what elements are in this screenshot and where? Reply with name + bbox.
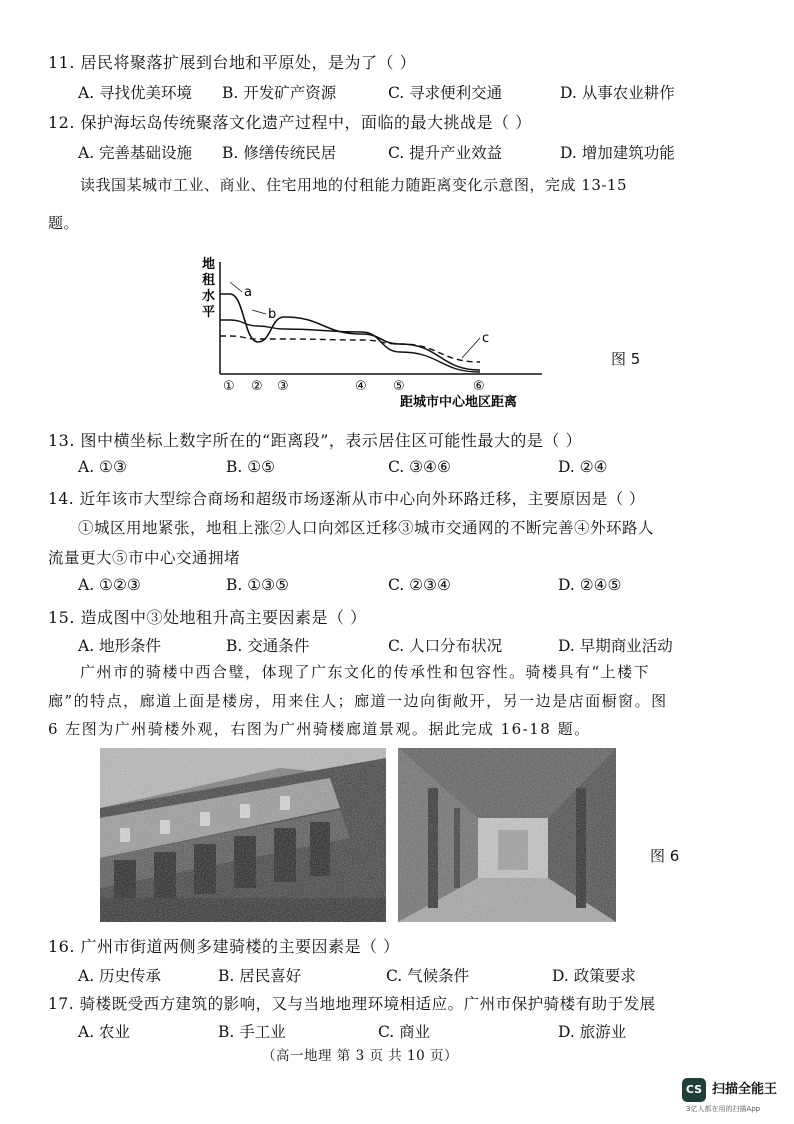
q13-option-c: C. ③④⑥: [388, 458, 451, 476]
q13-stem: 13. 图中横坐标上数字所在的“距离段”，表示居住区可能性最大的是（ ）: [48, 431, 582, 450]
intro-13-15-line2: 题。: [48, 214, 80, 232]
y-axis-label-char: 租: [202, 273, 216, 288]
q11-stem: 11. 居民将聚落扩展到台地和平原处，是为了（ ）: [48, 53, 417, 72]
q16-stem: 16. 广州市街道两侧多建骑楼的主要因素是（ ）: [48, 937, 400, 956]
q12-option-d: D. 增加建筑功能: [560, 144, 675, 162]
qilou-exterior-photo: [100, 748, 386, 922]
q17-stem: 17. 骑楼既受西方建筑的影响，又与当地地理环境相适应。广州市保护骑楼有助于发展: [48, 995, 656, 1013]
y-axis-label-char: 水: [202, 289, 216, 304]
q11-option-b: B. 开发矿产资源: [222, 84, 337, 102]
q16-option-b: B. 居民喜好: [218, 967, 302, 985]
q11-option-d: D. 从事农业耕作: [560, 84, 675, 102]
q13-option-d: D. ②④: [558, 458, 608, 476]
curve-b-label: b: [268, 307, 277, 322]
x-tick-label: ①: [223, 379, 235, 394]
x-tick-label: ③: [277, 379, 289, 394]
x-tick-label: ②: [251, 379, 263, 394]
q16-option-d: D. 政策要求: [552, 967, 636, 985]
q15-stem: 15. 造成图中③处地租升高主要因素是（ ）: [48, 608, 367, 627]
q12-option-a: A. 完善基础设施: [78, 144, 193, 162]
figure-6-label: 图 6: [650, 847, 680, 865]
q14-statements-line2: 流量更大⑤市中心交通拥堵: [48, 549, 241, 567]
camscanner-logo-icon: CS: [682, 1078, 706, 1102]
series-b-line: [220, 320, 480, 372]
q14-option-d: D. ②④⑤: [558, 576, 622, 594]
intro-13-15-line1: 读我国某城市工业、商业、住宅用地的付租能力随距离变化示意图，完成 13-15: [80, 176, 628, 194]
q12-option-b: B. 修缮传统民居: [222, 144, 337, 162]
q16-option-a: A. 历史传承: [78, 967, 162, 985]
camscanner-tagline: 3亿人都在用的扫描App: [686, 1105, 761, 1113]
q17-option-d: D. 旅游业: [558, 1023, 627, 1041]
q11-option-c: C. 寻求便利交通: [388, 84, 503, 102]
intro-16-18-line2: 廊”的特点，廊道上面是楼房，用来住人；廊道一边向街敞开，另一边是店面橱窗。图: [48, 692, 668, 710]
y-axis-label: [202, 256, 216, 320]
y-axis-label-char: 平: [202, 305, 216, 320]
q17-option-a: A. 农业: [78, 1023, 131, 1041]
q12-stem: 12. 保护海坛岛传统聚落文化遗产过程中，面临的最大挑战是（ ）: [48, 113, 532, 132]
x-tick-label: ⑥: [473, 379, 485, 394]
figure-5-label: 图 5: [611, 350, 641, 368]
q17-option-c: C. 商业: [378, 1023, 431, 1041]
q13-option-a: A. ①③: [78, 458, 127, 476]
q15-option-b: B. 交通条件: [226, 637, 310, 655]
q14-option-b: B. ①③⑤: [226, 576, 289, 594]
q14-stem: 14. 近年该市大型综合商场和超级市场逐渐从市中心向外环路迁移，主要原因是（ ）: [48, 490, 646, 508]
intro-16-18-line1: 广州市的骑楼中西合璧，体现了广东文化的传承性和包容性。骑楼具有“上楼下: [80, 663, 651, 681]
curve-b-leader: [252, 310, 266, 314]
y-axis-label-char: 地: [202, 257, 216, 272]
curve-c-leader: [462, 338, 480, 358]
q15-option-a: A. 地形条件: [78, 637, 162, 655]
q17-option-b: B. 手工业: [218, 1023, 286, 1041]
page-footer: （高一地理 第 3 页 共 10 页）: [262, 1048, 459, 1064]
curve-c-label: c: [482, 331, 490, 346]
q14-option-a: A. ①②③: [78, 576, 141, 594]
q15-option-d: D. 早期商业活动: [558, 637, 673, 655]
curve-a-label: a: [244, 285, 252, 300]
q16-option-c: C. 气候条件: [386, 967, 470, 985]
q13-option-b: B. ①⑤: [226, 458, 276, 476]
x-tick-label: ⑤: [393, 379, 405, 394]
camscanner-name: 扫描全能王: [712, 1082, 778, 1097]
q14-statements-line1: ①城区用地紧张，地租上涨②人口向郊区迁移③城市交通网的不断完善④外环路人: [78, 519, 655, 537]
intro-16-18-line3: 6 左图为广州骑楼外观，右图为广州骑楼廊道景观。据此完成 16-18 题。: [48, 720, 591, 738]
figure-5-chart: [200, 252, 550, 412]
q15-option-c: C. 人口分布状况: [388, 637, 503, 655]
curve-a-leader: [230, 282, 242, 292]
qilou-arcade-photo: [398, 748, 616, 922]
x-tick-label: ④: [355, 379, 367, 394]
q11-option-a: A. 寻找优美环境: [78, 84, 193, 102]
q12-option-c: C. 提升产业效益: [388, 144, 503, 162]
x-axis-label: 距城市中心地区距离: [400, 395, 518, 410]
q14-option-c: C. ②③④: [388, 576, 451, 594]
